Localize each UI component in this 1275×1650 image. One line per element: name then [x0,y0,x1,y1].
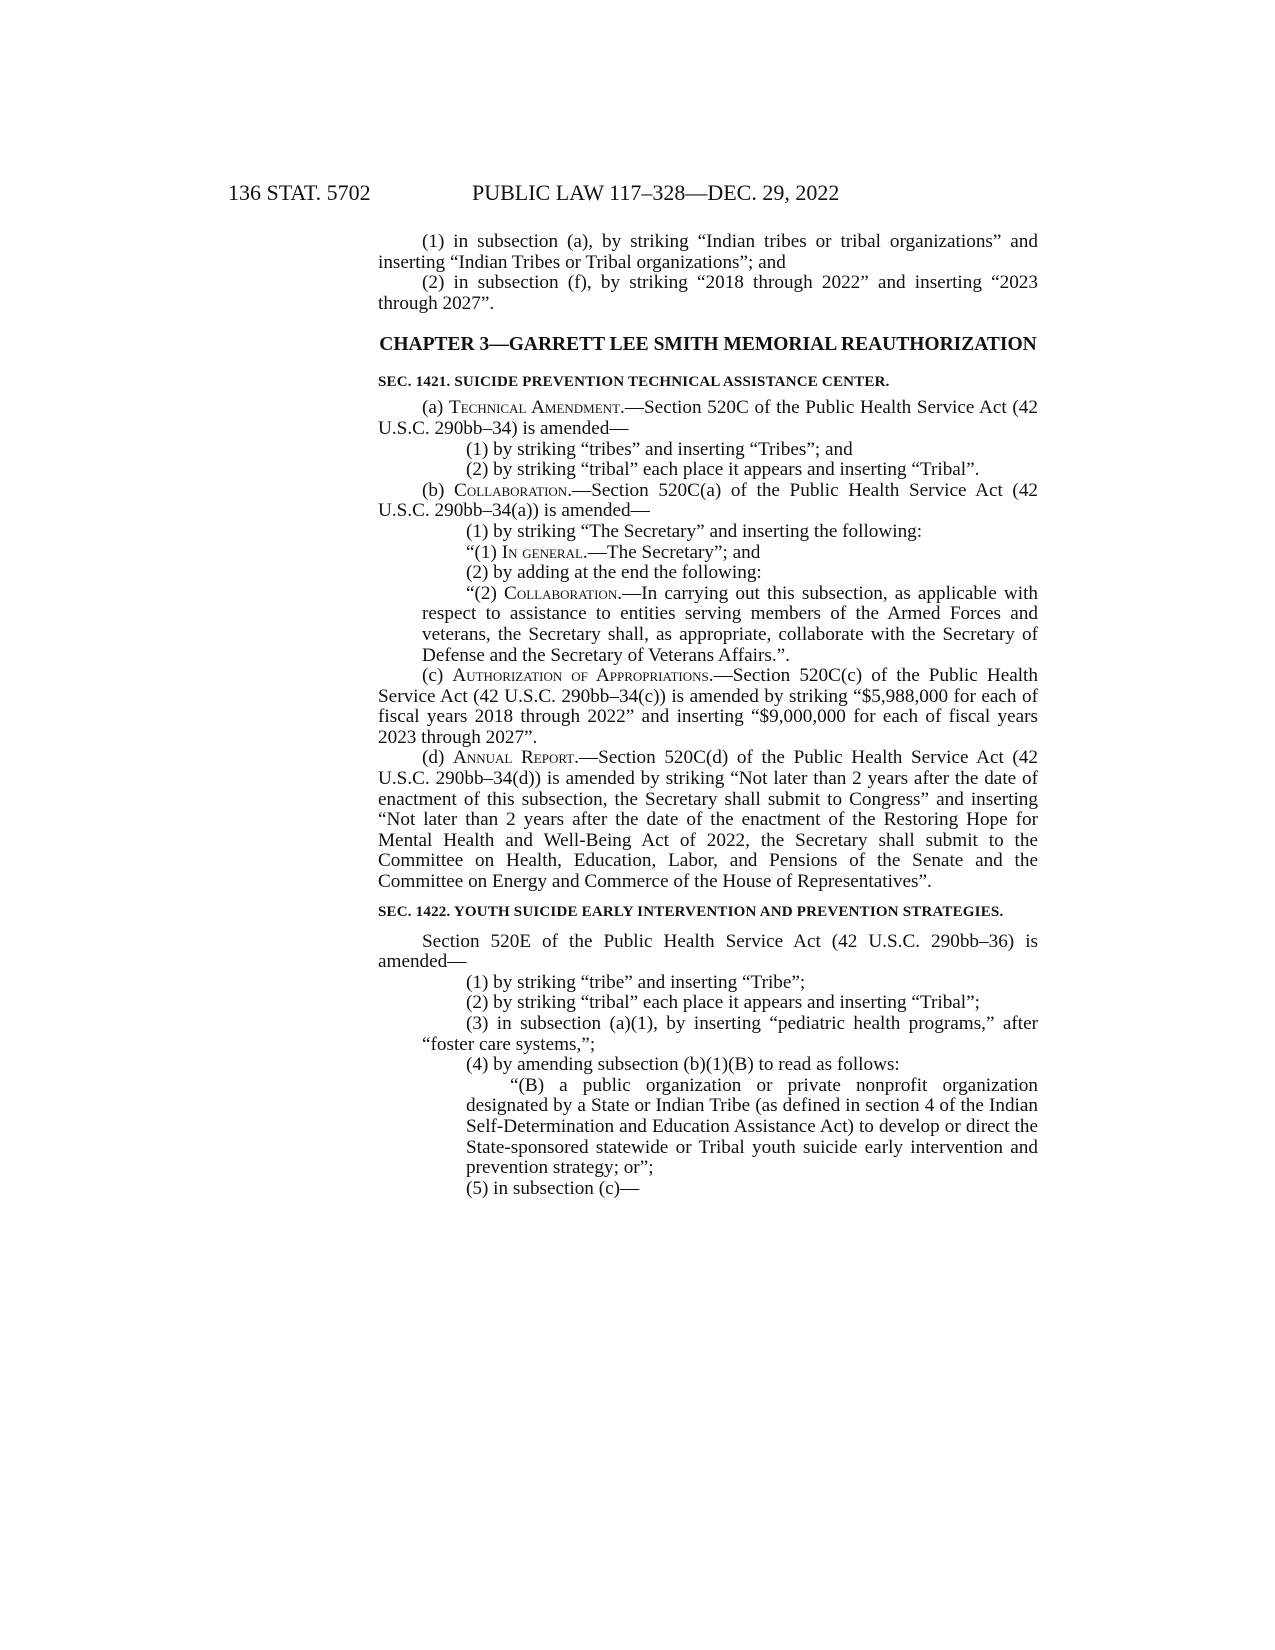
quote-1-prefix: “(1) [466,541,502,563]
quote-2-prefix: “(2) [466,582,505,604]
subsection-a-item-1: (1) by striking “tribes” and inserting “Tribes”; and [466,438,853,460]
section-1421-heading: SEC. 1421. SUICIDE PREVENTION TECHNICAL ASSISTANCE CENTER. [378,374,890,391]
section-1422-item-1: (1) by striking “tribe” and inserting “Tribe”; [466,971,806,993]
section-1422-item-3: (3) in subsection (a)(1), by inserting “pediatric health programs,” after “foster care systems,”; [422,1013,1038,1055]
subsection-c-heading: Authorization of Appropriations [452,665,709,687]
paragraph-2: (2) in subsection (f), by striking “2018 through 2022” and inserting “2023 through 2027”. [378,272,1038,314]
public-law-title: PUBLIC LAW 117–328—DEC. 29, 2022 [472,180,840,205]
subsection-d-label: (d) [422,747,453,769]
subsection-c [378,666,1038,748]
running-header [228,180,1028,220]
section-1422-heading: SEC. 1422. YOUTH SUICIDE EARLY INTERVENTION AND PREVENTION STRATEGIES. [378,903,1004,920]
document-body [378,232,1038,1199]
subsection-a-item-2: (2) by striking “tribal” each place it appears and inserting “Tribal”. [466,459,980,481]
subsection-d-text: .—Section 520C(d) of the Public Health Service Act (42 U.S.C. 290bb–34(d)) is amended by striking “Not later than 2 years after the date of enactment of this subsection, the Secretary shall submit to Congress” and inserting “Not later than 2 years after the date of the enactment of the Restoring Hope for Mental Health and Well-Being Act of 2022, the Secretary shall submit to the Committee on Health, Education, Labor, and Pensions of the Senate and the Committee on Energy and Commerce of the House of Representatives”. [378,747,1038,893]
statute-page-number: 136 STAT. 5702 [228,180,371,205]
quote-2-text: .—In carrying out this subsection, as applicable with respect to assistance to entities serving members of the Armed Forces and veterans, the Secretary shall, as appropriate, collaborate with the Secretary of Defense and the Secretary of Veterans Affairs.”. [422,582,1039,666]
quote-2-heading: Collaboration [504,582,618,604]
subsection-b-label: (b) [422,479,455,501]
subsection-a-text: .—Section 520C of the Public Health Service Act (42 U.S.C. 290bb–34) is amended— [378,397,1038,439]
subsection-c-label: (c) [422,665,453,687]
chapter-heading: CHAPTER 3—GARRETT LEE SMITH MEMORIAL REAUTHORIZATION [379,334,1037,356]
section-1422-item-5: (5) in subsection (c)— [466,1177,640,1199]
subsection-a [378,398,1038,439]
section-1422-item-4-quote: “(B) a public organization or private nonprofit organization designated by a State or Indian Tribe (as defined in section 4 of the Indian Self-Determination and Education Assistance Act) to develop or direct the State-sponsored statewide or Tribal youth suicide early intervention and prevention strategy; or”; [466,1074,1038,1179]
subsection-b-item-1: (1) by striking “The Secretary” and inserting the following: [466,520,923,542]
subsection-b-text: .—Section 520C(a) of the Public Health Service Act (42 U.S.C. 290bb–34(a)) is amended— [378,479,1039,522]
section-1422-intro: Section 520E of the Public Health Service Act (42 U.S.C. 290bb–36) is amended— [378,930,1038,973]
subsection-b-item-2: (2) by adding at the end the following: [466,562,762,584]
subsection-a-heading: Technical Amendment [448,397,621,419]
paragraph-1: (1) in subsection (a), by striking “Indian tribes or tribal organizations” and inserting “Indian Tribes or Tribal organizations”; and [378,231,1038,273]
subsection-d [378,748,1038,892]
subsection-b [378,481,1038,522]
subsection-b-quote-2 [422,584,1038,666]
section-1422-item-4: (4) by amending subsection (b)(1)(B) to read as follows: [466,1054,900,1076]
subsection-c-text: .—Section 520C(c) of the Public Health Service Act (42 U.S.C. 290bb–34(c)) is amended by striking “$5,988,000 for each of fiscal years 2018 through 2022” and inserting “$9,000,000 for each of fiscal years 2023 through 2027”. [378,665,1038,748]
subsection-d-heading: Annual Report [453,747,575,769]
subsection-a-label: (a) [422,397,449,419]
subsection-b-heading: Collaboration [454,479,568,501]
quote-1-text: .—The Secretary”; and [582,541,761,563]
subsection-b-quote-1 [422,543,1038,564]
section-1422-item-2: (2) by striking “tribal” each place it appears and inserting “Tribal”; [466,992,980,1014]
quote-1-heading: In general [501,541,583,563]
